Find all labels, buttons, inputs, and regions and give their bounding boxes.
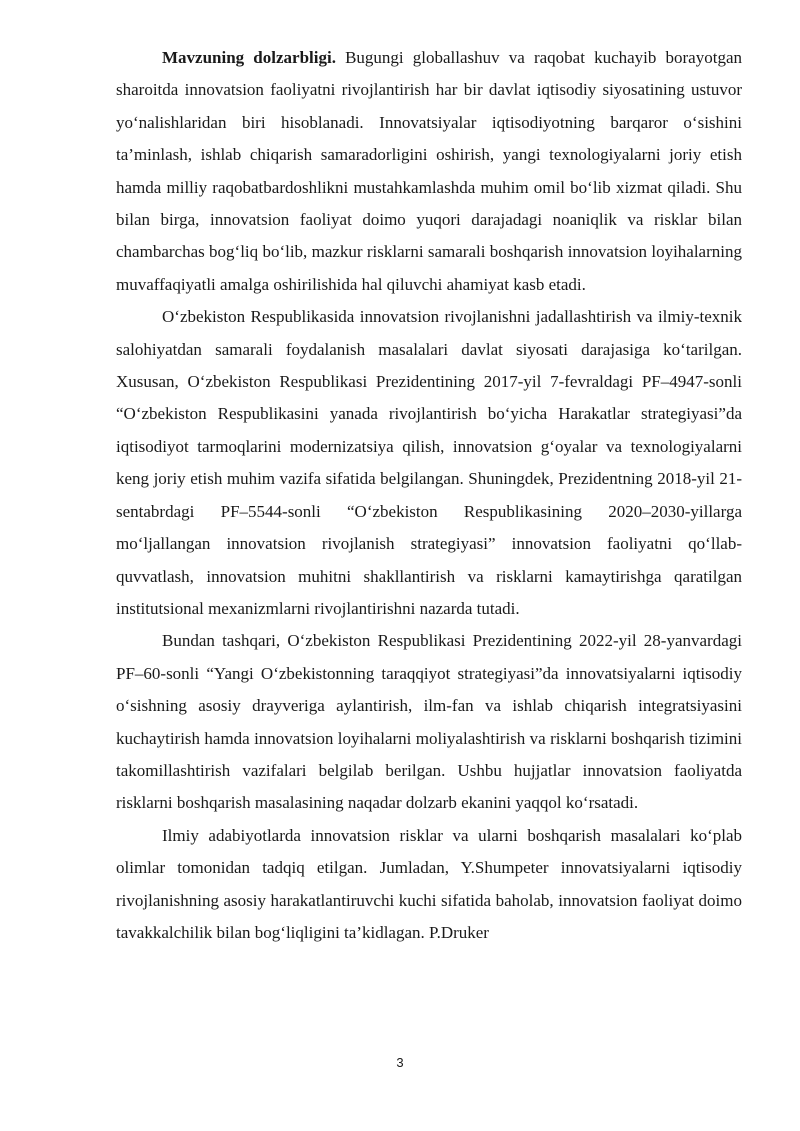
- document-body: [116, 42, 742, 949]
- page-number: 3: [396, 1055, 404, 1070]
- paragraph-relevance: [116, 42, 742, 301]
- paragraph-text: Ilmiy adabiyotlarda innovatsion risklar va ularni boshqarish masalalari ko‘plab olimlar tomonidan tadqiq etilgan. Jumladan, Y.Shumpeter innovatsiyalarni iqtisodiy rivojlanishning asosiy harakatlantiruvchi kuchi sifatida baholab, innovatsion faoliyat doimo tavakkalchilik bilan bog‘liqligini ta’kidlagan. P.Druker: [116, 825, 742, 942]
- paragraph-text: O‘zbekiston Respublikasida innovatsion rivojlanishni jadallashtirish va ilmiy-texnik salohiyatdan samarali foydalanish masalalari davlat siyosati darajasiga ko‘tarilgan. Xususan, O‘zbekiston Respublikasi Prezidentining 2017-yil 7-fevraldagi PF–4947-sonli “O‘zbekiston Respublikasini yanada rivojlantirish bo‘yicha Harakatlar strategiyasi”da iqtisodiyot tarmoqlarini modernizatsiya qilish, innovatsion g‘oyalar va texnologiyalarni keng joriy etish muhim vazifa sifatida belgilangan. Shuningdek, Prezidentning 2018-yil 21-sentabrdagi PF–5544-sonli “O‘zbekiston Respublikasining 2020–2030-yillarga mo‘ljallangan innovatsion rivojlanish strategiyasi” innovatsion faoliyatni qo‘llab-quvvatlash, innovatsion muhitni shakllantirish va risklarni kamaytirishga qaratilgan institutsional mexanizmlarni rivojlantirishni nazarda tutadi.: [116, 307, 742, 618]
- paragraph-development-strategy: [116, 625, 742, 819]
- paragraph-text: Bundan tashqari, O‘zbekiston Respublikasi Prezidentining 2022-yil 28-yanvardagi PF–60-sonli “Yangi O‘zbekistonning taraqqiyot strategiyasi”da innovatsiyalarni iqtisodiy o‘sishning asosiy drayveriga aylantirish, ilm-fan va ishlab chiqarish integratsiyasini kuchaytirish hamda innovatsion loyihalarni moliyalashtirish va risklarni boshqarish tizimini takomillashtirish vazifalari belgilab berilgan. Ushbu hujjatlar innovatsion faoliyatda risklarni boshqarish masalasining naqadar dolzarb ekanini yaqqol ko‘rsatadi.: [116, 631, 742, 813]
- paragraph-state-policy: [116, 301, 742, 625]
- paragraph-literature-review: [116, 820, 742, 950]
- paragraph-lead-heading: Mavzuning dolzarbligi.: [162, 48, 336, 67]
- paragraph-text: Bugungi globallashuv va raqobat kuchayib borayotgan sharoitda innovatsion faoliyatni rivojlantirish har bir davlat iqtisodiy siyosatining ustuvor yo‘nalishlaridan biri hisoblanadi. Innovatsiyalar iqtisodiyotning barqaror o‘sishini ta’minlash, ishlab chiqarish samaradorligini oshirish, yangi texnologiyalarni joriy etish hamda milliy raqobatbardoshlikni mustahkamlashda muhim omil bo‘lib xizmat qiladi. Shu bilan birga, innovatsion faoliyat doimo yuqori darajadagi noaniqlik va risklar bilan chambarchas bog‘liq bo‘lib, mazkur risklarni samarali boshqarish innovatsion loyihalarning muvaffaqiyatli amalga oshirilishida hal qiluvchi ahamiyat kasb etadi.: [116, 48, 742, 294]
